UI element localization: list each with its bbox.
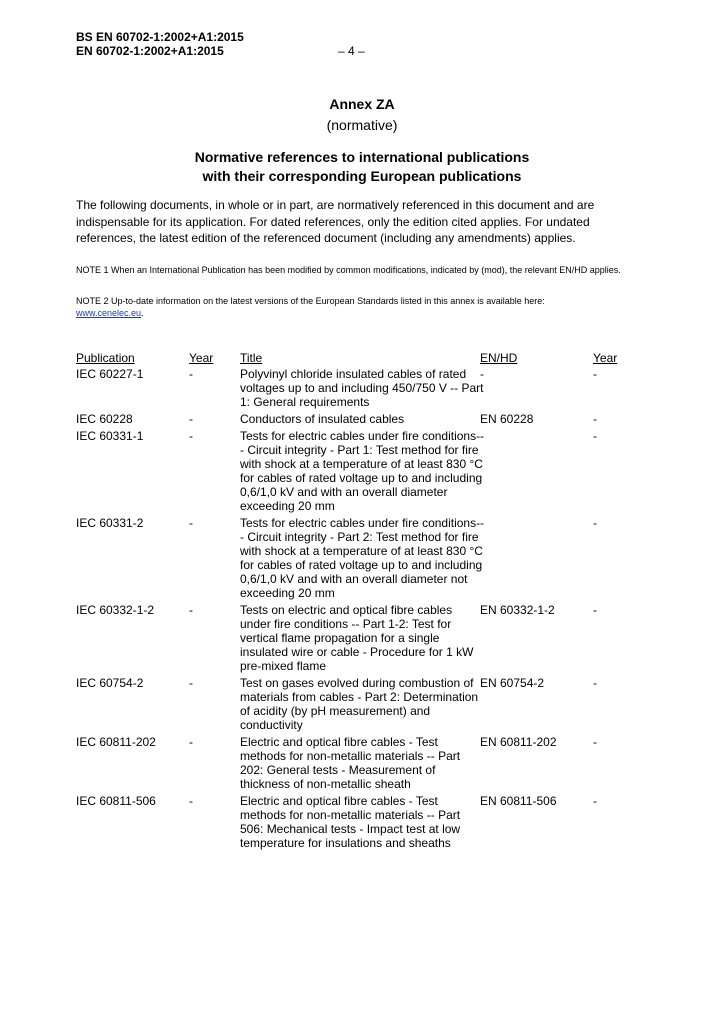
annex-title: Annex ZA [329, 96, 395, 112]
document-id-bs: BS EN 60702-1:2002+A1:2015 [76, 30, 244, 44]
table-row [76, 367, 648, 409]
annex-type: (normative) [326, 117, 398, 133]
cell-year: - [189, 367, 193, 381]
cell-title: Electric and optical fibre cables - Test methods for non-metallic materials -- Part 506: Mechanical tests - Impact test at low temperature for insulations and sheaths [240, 794, 461, 850]
cell-publication: IEC 60331-1 [76, 429, 144, 443]
section-heading-line-2: with their corresponding European publications [202, 168, 522, 184]
table-body [76, 367, 648, 850]
cell-year: - [189, 429, 193, 443]
table-row [76, 794, 648, 850]
section-heading-line-1: Normative references to international publications [194, 149, 530, 165]
header-year-2: Year [593, 351, 618, 365]
cell-en-hd: - [480, 367, 484, 381]
table-row [76, 412, 648, 426]
note-2-period: . [141, 307, 144, 318]
cell-year: - [189, 603, 193, 617]
cell-year-2: - [593, 412, 597, 426]
cenelec-link[interactable]: www.cenelec.eu [76, 307, 142, 318]
cell-year: - [189, 794, 193, 808]
document-id-en: EN 60702-1:2002+A1:2015 [76, 44, 224, 58]
header-title: Title [240, 351, 263, 365]
cell-year-2: - [593, 794, 597, 808]
cell-title: Polyvinyl chloride insulated cables of rated voltages up to and including 450/750 V -- Part 1: General requirements [240, 367, 484, 409]
references-table [76, 351, 648, 853]
cell-en-hd: EN 60811-506 [480, 794, 557, 808]
table-row [76, 735, 648, 791]
cell-publication: IEC 60754-2 [76, 676, 144, 690]
note-1-label: NOTE 1 [76, 265, 109, 275]
cell-year: - [189, 516, 193, 530]
note-1-text: When an International Publication has been modified by common modifications, indicated by (mod), the relevant EN/HD applies. [111, 265, 621, 275]
cell-en-hd: - [480, 429, 484, 443]
note-2-label: NOTE 2 [76, 296, 109, 306]
cell-publication: IEC 60332-1-2 [76, 603, 155, 617]
cell-year-2: - [593, 516, 597, 530]
cell-title: Conductors of insulated cables [240, 412, 405, 426]
table-header-row [76, 351, 648, 367]
cell-publication: IEC 60811-506 [76, 794, 156, 808]
cell-title: Tests on electric and optical fibre cables under fire conditions -- Part 1-2: Test for vertical flame propagation for a single insulated wire or cable - Procedure for 1 kW pre-mixed flame [240, 603, 474, 673]
cell-publication: IEC 60331-2 [76, 516, 144, 530]
cell-title: Tests for electric cables under fire conditions- - Circuit integrity - Part 2: Test method for fire with shock at a temperature of at least 830 °C for cables of rated voltage up to and including 0,6/1,0 kV and with an overall diameter not exceeding 20 mm [240, 516, 483, 600]
cell-en-hd: EN 60754-2 [480, 676, 545, 690]
cell-year: - [189, 735, 193, 749]
header-year: Year [189, 351, 214, 365]
table-row [76, 516, 648, 600]
cell-en-hd: - [480, 516, 484, 530]
intro-paragraph: The following documents, in whole or in part, are normatively referenced in this document and are indispensable for its application. For dated references, only the edition cited applies. For undated references, the latest edition of the referenced document (including any amendments) applies. [76, 198, 595, 245]
cell-year-2: - [593, 735, 597, 749]
cell-year: - [189, 676, 193, 690]
note-1 [76, 265, 648, 277]
header-publication: Publication [76, 351, 135, 365]
cell-title: Electric and optical fibre cables - Test methods for non-metallic materials -- Part 202: General tests - Measurement of thickness of non-metallic sheath [240, 735, 461, 791]
table-row [76, 429, 648, 513]
cell-year-2: - [593, 429, 597, 443]
header-en-hd: EN/HD [480, 351, 518, 365]
page-number: – 4 – [338, 44, 365, 58]
table-row [76, 676, 648, 732]
cell-year: - [189, 412, 193, 426]
cell-year-2: - [593, 367, 597, 381]
cell-en-hd: EN 60811-202 [480, 735, 557, 749]
cell-publication: IEC 60227-1 [76, 367, 144, 381]
note-2-text: Up-to-date information on the latest versions of the European Standards listed in this annex is available here: [111, 296, 545, 306]
table-row [76, 603, 648, 673]
cell-publication: IEC 60811-202 [76, 735, 156, 749]
cell-en-hd: EN 60228 [480, 412, 534, 426]
cell-year-2: - [593, 603, 597, 617]
cell-en-hd: EN 60332-1-2 [480, 603, 555, 617]
cell-title: Test on gases evolved during combustion of materials from cables - Part 2: Determination of acidity (by pH measurement) and conductivity [240, 676, 479, 732]
cell-title: Tests for electric cables under fire conditions- - Circuit integrity - Part 1: Test method for fire with shock at a temperature of at least 830 °C for cables of rated voltage up to and including 0,6/1,0 kV and with an overall diameter exceeding 20 mm [240, 429, 483, 513]
cell-publication: IEC 60228 [76, 412, 133, 426]
note-2 [76, 296, 648, 319]
cell-year-2: - [593, 676, 597, 690]
